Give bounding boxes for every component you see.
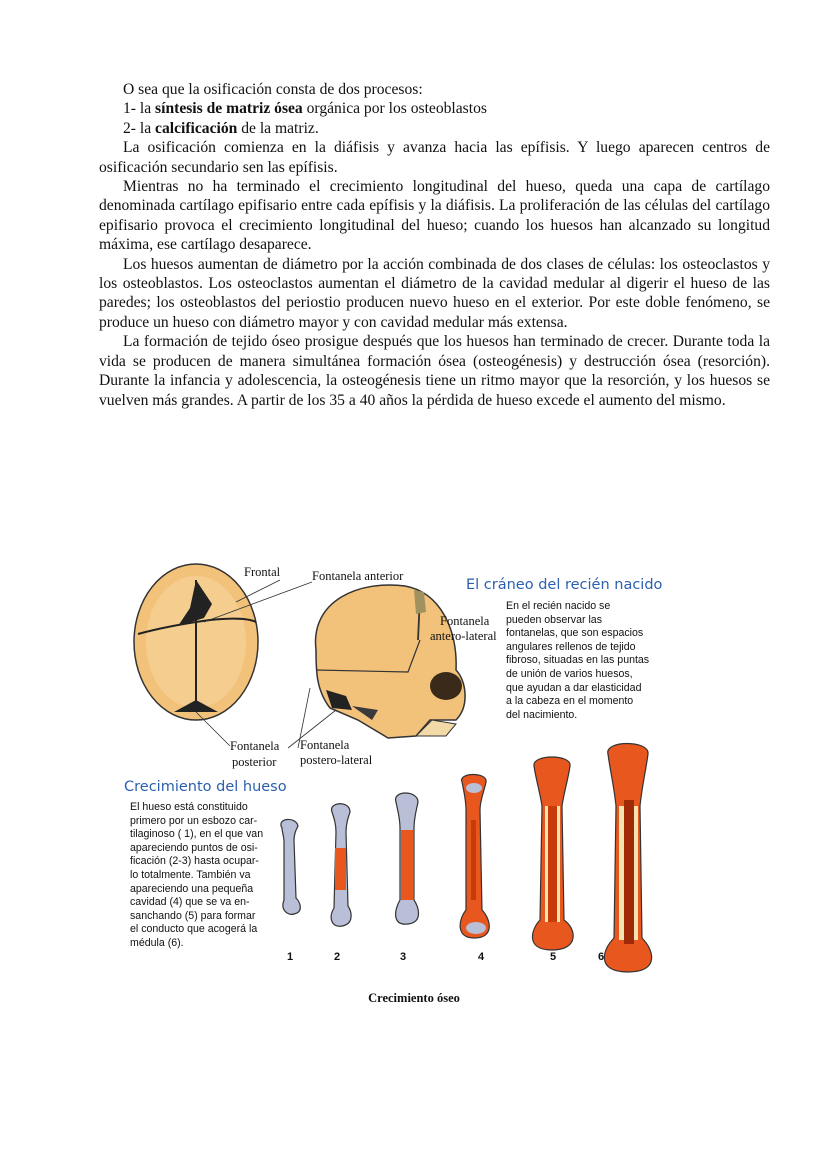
figure-caption: Crecimiento óseo	[368, 991, 460, 1005]
label-fontanela-posterior-2: posterior	[232, 755, 277, 769]
bone-number-4: 4	[478, 951, 485, 963]
bone-number-3: 3	[400, 951, 407, 963]
label-fontanela-antero-2: antero-lateral	[430, 629, 497, 643]
bone-description	[130, 801, 263, 951]
label-fontanela-postero-1: Fontanela	[300, 738, 350, 752]
bone-description-line: cavidad (4) que se va en-	[130, 896, 250, 909]
label-fontanela-postero-2: postero-lateral	[300, 753, 373, 767]
paragraph: 2- la calcificación de la matriz.	[123, 119, 319, 137]
bone-description-line: lo totalmente. También va	[130, 868, 251, 881]
label-fontanela-posterior-1: Fontanela	[230, 739, 280, 753]
paragraph: La osificación comienza en la diáfisis y avanza hacia las epífisis. Y luego aparecen centros de osificación secundario sen las epífisis.	[99, 139, 770, 176]
bone-number-1: 1	[287, 951, 294, 963]
bone-description-line: tilaginoso ( 1), en el que van	[130, 828, 264, 841]
label-fontanela-anterior: Fontanela anterior	[312, 569, 404, 583]
bone-description-line: médula (6).	[130, 936, 184, 949]
bone-description-line: el conducto que acogerá la	[130, 923, 258, 936]
bone-2	[331, 804, 351, 927]
skull-description-line: de unión de varios huesos,	[506, 667, 633, 680]
skull-description-line: del nacimiento.	[506, 708, 578, 721]
label-fontanela-antero-1: Fontanela	[440, 614, 490, 628]
bone-growth-figure	[120, 560, 680, 980]
bone-1	[281, 819, 300, 914]
label-frontal: Frontal	[244, 565, 281, 579]
bone-description-line: apareciendo una pequeña	[130, 882, 254, 895]
bone-5	[532, 757, 573, 950]
paragraph: 1- la síntesis de matriz ósea orgánica por los osteoblastos	[123, 100, 487, 118]
paragraph: Los huesos aumentan de diámetro por la acción combinada de dos clases de células: los osteoclastos y los osteoblastos. Los osteoclastos aumentan el diámetro de la cavidad medular al digerir el hueso de las paredes; los osteoblastos del periostio producen nuevo hueso en el exterior. Por este doble fenómeno, se produce un hueso con diámetro mayor y con cavidad medular más extensa.	[99, 255, 770, 331]
skull-description-line: a la cabeza en el momento	[506, 695, 634, 708]
skull-description-line: pueden observar las	[506, 613, 602, 626]
skull-side-view	[288, 585, 465, 748]
skull-description-line: En el recién nacido se	[506, 600, 611, 612]
paragraph: O sea que la osificación consta de dos procesos:	[123, 81, 423, 98]
bone-description-line: apareciendo puntos de osi-	[130, 841, 258, 854]
paragraph: La formación de tejido óseo prosigue después que los huesos han terminado de crecer. Durante toda la vida se producen de manera simultánea formación ósea (osteogénesis) y destrucción ósea (resorción). Durante la infancia y adolescencia, la osteogénesis tiene un ritmo mayor que la resorción, y los huesos se vuelven más grandes. A partir de los 35 a 40 años la pérdida de hueso excede el aumento del mismo.	[99, 333, 770, 409]
skull-description	[506, 600, 649, 722]
paragraph: Mientras no ha terminado el crecimiento longitudinal del hueso, queda una capa de cartílago denominada cartílago epifisario entre cada epífisis y la diáfisis. La proliferación de las células del cartílago epifisario provoca el crecimiento longitudinal del hueso; cuando los huesos han alcanzado su longitud máxima, ese cartílago desaparece.	[99, 178, 770, 254]
skull-title: El cráneo del recién nacido	[466, 577, 663, 593]
bone-description-line: primero por un esbozo car-	[130, 814, 258, 827]
skull-description-line: que ayudan a dar elasticidad	[506, 681, 642, 694]
bone-6	[604, 744, 651, 973]
bone-number-6: 6	[598, 951, 605, 963]
bone-3	[396, 793, 419, 924]
skull-description-line: fontanelas, que son espacios	[506, 627, 644, 640]
bone-4	[460, 775, 489, 939]
skull-top-view	[134, 564, 312, 746]
bone-description-line: sanchando (5) para formar	[130, 909, 256, 922]
bone-title: Crecimiento del hueso	[124, 779, 287, 795]
bone-description-line: ficación (2-3) hasta ocupar-	[130, 855, 259, 868]
skull-description-line: fibroso, situadas en las puntas	[506, 654, 650, 667]
bone-number-2: 2	[334, 951, 341, 963]
bone-number-5: 5	[550, 951, 557, 963]
body-text	[99, 80, 770, 410]
skull-description-line: angulares rellenos de tejido	[506, 640, 636, 653]
bone-description-line: El hueso está constituido	[130, 801, 248, 813]
